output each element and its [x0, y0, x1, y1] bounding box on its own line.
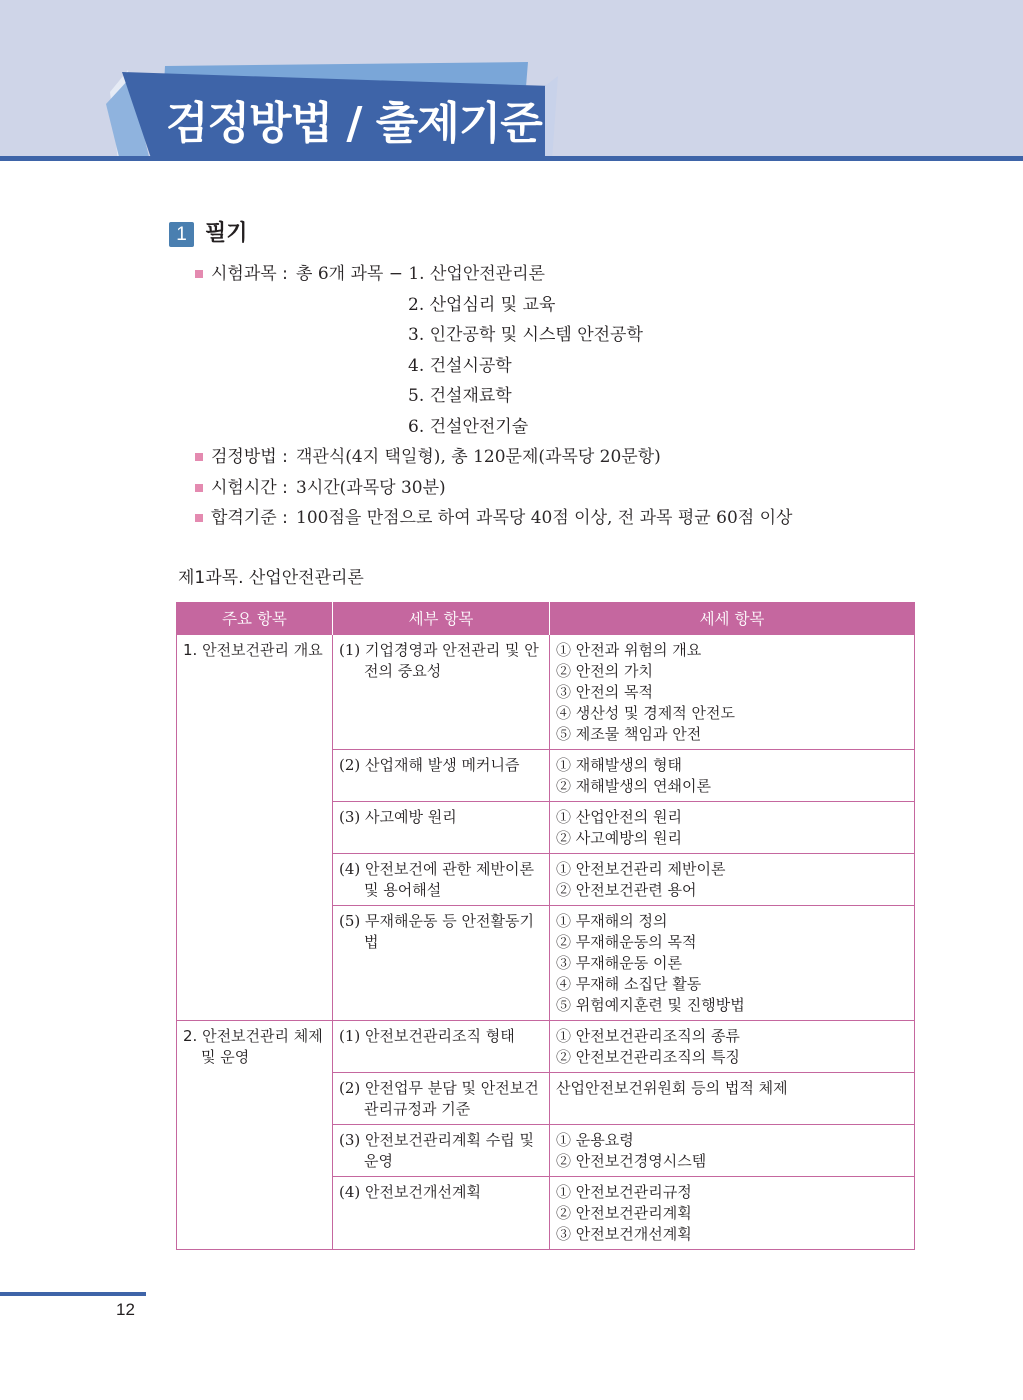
- list-item: ④ 무재해 소집단 활동: [556, 974, 702, 993]
- major-item-text: 2. 안전보건관리 체제 및 운영: [183, 1026, 323, 1066]
- exam-info-list: [195, 262, 895, 537]
- detail-cell: [333, 1124, 550, 1176]
- detail-cell: [333, 634, 550, 749]
- list-item: ② 안전보건관리조직의 특징: [556, 1047, 740, 1066]
- subject-list-item: [195, 415, 895, 446]
- detail-cell: [333, 905, 550, 1020]
- table-row: [177, 1020, 915, 1072]
- exam-method-line: [195, 445, 895, 476]
- section-title: 필기: [205, 221, 248, 246]
- subject-list-item: [195, 354, 895, 385]
- detail-text: (5) 무재해운동 등 안전활동기법: [339, 911, 534, 951]
- list-item: ② 재해발생의 연쇄이론: [556, 776, 711, 795]
- pass-criteria-label: 합격기준 :: [211, 508, 288, 528]
- detail-text: (2) 안전업무 분담 및 안전보건관리규정과 기준: [339, 1078, 539, 1118]
- list-item: ② 사고예방의 원리: [556, 828, 682, 847]
- subject-list-text: 4. 건설시공학: [408, 355, 512, 376]
- list-item: ② 안전의 가치: [556, 661, 653, 680]
- bullet-square-icon: [195, 270, 203, 278]
- pass-criteria-value: 100점을 만점으로 하여 과목당 40점 이상, 전 과목 평균 60점 이상: [296, 508, 793, 528]
- list-item: ① 안전보건관리 제반이론: [556, 859, 726, 878]
- list-item: ① 안전보건관리조직의 종류: [556, 1026, 740, 1045]
- exam-method-label: 검정방법 :: [211, 447, 288, 467]
- detail-text: (3) 안전보건관리계획 수립 및 운영: [339, 1130, 534, 1170]
- items-cell: [550, 801, 915, 853]
- header-items: 세세 항목: [550, 602, 915, 634]
- major-item-cell: [177, 634, 333, 1020]
- items-cell: [550, 1124, 915, 1176]
- detail-text: (3) 사고예방 원리: [339, 807, 457, 826]
- detail-cell: [333, 801, 550, 853]
- list-item: ① 운용요령: [556, 1130, 634, 1149]
- detail-cell: [333, 1020, 550, 1072]
- major-item-cell: [177, 1020, 333, 1249]
- items-cell: [550, 1072, 915, 1124]
- list-item: ⑤ 위험예지훈련 및 진행방법: [556, 995, 745, 1014]
- items-cell: [550, 1020, 915, 1072]
- subject-title: 제1과목. 산업안전관리론: [178, 568, 364, 588]
- list-item: ② 안전보건관리계획: [556, 1203, 692, 1222]
- subject-list-item: [195, 323, 895, 354]
- detail-text: (1) 안전보건관리조직 형태: [339, 1026, 515, 1045]
- bullet-square-icon: [195, 453, 203, 461]
- exam-subjects-line: [195, 262, 895, 293]
- major-item-text: 1. 안전보건관리 개요: [183, 640, 323, 659]
- exam-time-value: 3시간(과목당 30분): [296, 477, 446, 498]
- subject-list-item: [195, 293, 895, 324]
- subject-list-text: 6. 건설안전기술: [408, 416, 529, 437]
- detail-cell: [333, 749, 550, 801]
- list-item: ① 무재해의 정의: [556, 911, 668, 930]
- subject-list-item: [195, 384, 895, 415]
- pass-criteria-line: [195, 506, 895, 537]
- detail-cell: [333, 1176, 550, 1249]
- list-item: ② 안전보건경영시스템: [556, 1151, 707, 1170]
- subject-list-text: 2. 산업심리 및 교육: [408, 294, 556, 315]
- section-number-badge: 1: [169, 222, 194, 247]
- list-item: ④ 생산성 및 경제적 안전도: [556, 703, 735, 722]
- list-item: ③ 안전보건개선계획: [556, 1224, 692, 1243]
- list-item: ③ 무재해운동 이론: [556, 953, 682, 972]
- page-title: 검정방법 / 출제기준: [166, 98, 542, 149]
- bullet-square-icon: [195, 484, 203, 492]
- detail-text: (1) 기업경영과 안전관리 및 안전의 중요성: [339, 640, 539, 680]
- items-cell: [550, 853, 915, 905]
- detail-text: (4) 안전보건개선계획: [339, 1182, 481, 1201]
- items-cell: [550, 1176, 915, 1249]
- detail-text: (4) 안전보건에 관한 제반이론 및 용어해설: [339, 859, 534, 899]
- subject-list-text: 3. 인간공학 및 시스템 안전공학: [408, 325, 643, 345]
- items-cell: [550, 905, 915, 1020]
- exam-method-value: 객관식(4지 택일형), 총 120문제(과목당 20문항): [296, 447, 661, 467]
- list-item: ① 안전보건관리규정: [556, 1182, 692, 1201]
- syllabus-table: [176, 602, 915, 1250]
- exam-subjects-value: 총 6개 과목 − 1. 산업안전관리론: [296, 264, 545, 284]
- table-row: [177, 634, 915, 749]
- detail-cell: [333, 1072, 550, 1124]
- exam-subjects-label: 시험과목 :: [211, 264, 288, 284]
- page-number: 12: [116, 1300, 135, 1319]
- footer-rule: [0, 1292, 146, 1296]
- list-item: ① 재해발생의 형태: [556, 755, 682, 774]
- exam-time-line: [195, 476, 895, 507]
- detail-cell: [333, 853, 550, 905]
- header-detail: 세부 항목: [333, 602, 550, 634]
- header-major: 주요 항목: [177, 602, 333, 634]
- list-item: 산업안전보건위원회 등의 법적 체제: [556, 1078, 788, 1097]
- list-item: ① 안전과 위험의 개요: [556, 640, 702, 659]
- exam-time-label: 시험시간 :: [211, 477, 288, 498]
- list-item: ② 무재해운동의 목적: [556, 932, 697, 951]
- list-item: ⑤ 제조물 책임과 안전: [556, 724, 702, 743]
- items-cell: [550, 634, 915, 749]
- header-rule: [0, 156, 1023, 161]
- list-item: ② 안전보건관련 용어: [556, 880, 697, 899]
- items-cell: [550, 749, 915, 801]
- bullet-square-icon: [195, 514, 203, 522]
- table-header-row: [177, 602, 915, 634]
- list-item: ① 산업안전의 원리: [556, 807, 682, 826]
- detail-text: (2) 산업재해 발생 메커니즘: [339, 755, 520, 774]
- list-item: ③ 안전의 목적: [556, 682, 653, 701]
- banner-right-accent: [545, 76, 558, 161]
- subject-list-text: 5. 건설재료학: [408, 386, 512, 406]
